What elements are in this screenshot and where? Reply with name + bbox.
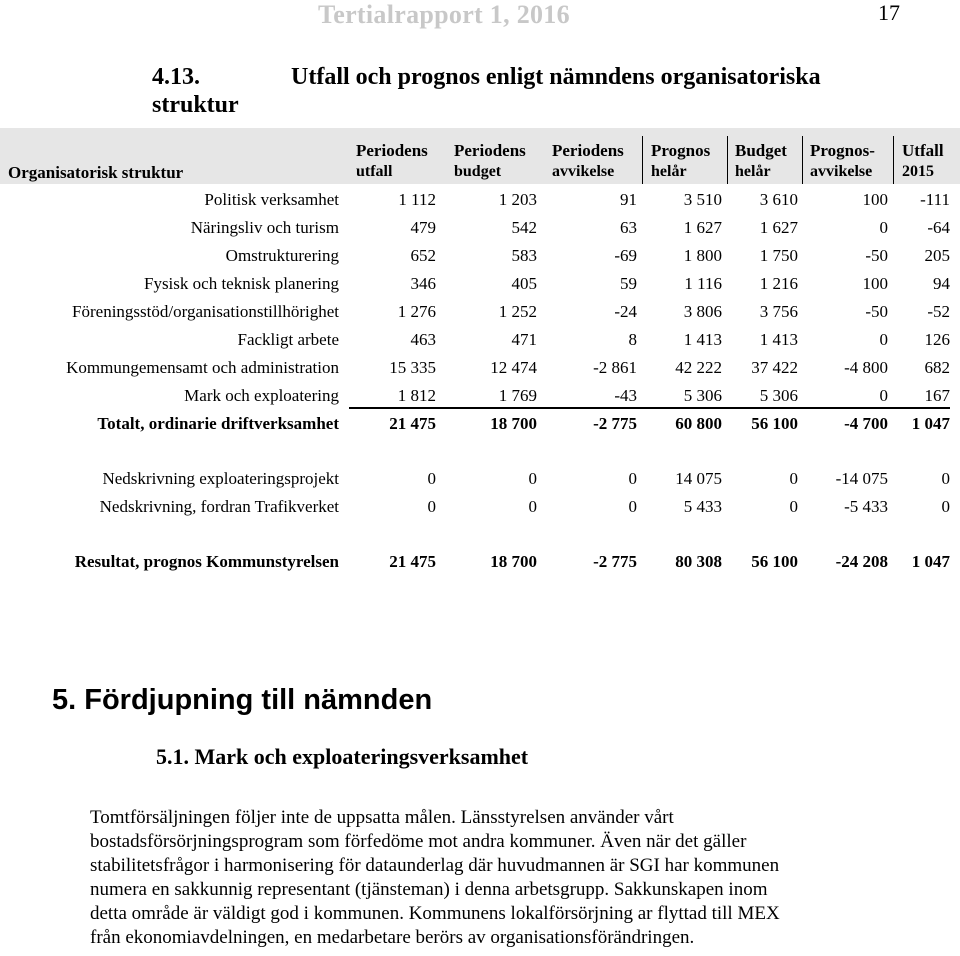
- table-cell: 1 413: [759, 330, 798, 349]
- table-cell: 14 075: [675, 469, 722, 488]
- table-cell: 3 806: [683, 302, 722, 321]
- column-header-periodens-utfall: Periodens utfall: [356, 141, 428, 180]
- table-cell: 0: [941, 469, 950, 488]
- table-cell: 56 100: [751, 552, 798, 571]
- table-cell: 5 306: [683, 386, 722, 405]
- column-header-organisation: Organisatorisk struktur: [8, 163, 184, 182]
- table-cell: -69: [614, 246, 637, 265]
- table-cell: -2 775: [593, 552, 637, 571]
- column-header-prognosavvikelse: Prognos- avvikelse: [810, 141, 875, 180]
- table-cell: 0: [427, 469, 436, 488]
- table-cell: 42 222: [675, 358, 722, 377]
- table-cell: 346: [410, 274, 436, 293]
- table-cell: 80 308: [675, 552, 722, 571]
- page-header-title: Tertialrapport 1, 2016: [318, 0, 570, 29]
- table-cell: 21 475: [389, 552, 436, 571]
- table-cell: 405: [511, 274, 537, 293]
- row-label: Omstrukturering: [225, 246, 339, 265]
- table-cell: 1 750: [759, 246, 798, 265]
- column-divider: [727, 136, 728, 184]
- paragraph-line: Tomtförsäljningen följer inte de uppsatta målen. Länsstyrelsen använder vårt: [90, 807, 674, 828]
- row-label: Fysisk och teknisk planering: [143, 274, 339, 293]
- table-cell: -64: [927, 218, 950, 237]
- table-cell: 1 047: [911, 414, 950, 433]
- paragraph-line: stabilitetsfrågor i harmonisering för dataunderlag där huvudmannen är SGI har kommunen: [90, 855, 780, 876]
- table-cell: -24: [614, 302, 637, 321]
- table-cell: 0: [528, 469, 537, 488]
- paragraph-line: detta område är väldigt god i kommunen. Kommunens lokalförsörjning ar flyttad till MEX: [90, 903, 780, 924]
- paragraph-line: från ekonomiavdelningen, en medarbetare berörs av organisationsförändringen.: [90, 927, 695, 948]
- table-cell: -111: [920, 190, 950, 209]
- table-cell: 1 627: [683, 218, 722, 237]
- table-cell: 1 627: [759, 218, 798, 237]
- table-cell: -50: [865, 302, 888, 321]
- table-cell: 471: [511, 330, 537, 349]
- section-number: 4.13.: [152, 64, 200, 90]
- subsection-heading: 5.1. Mark och exploateringsverksamhet: [156, 744, 529, 769]
- table-cell: -4 700: [844, 414, 888, 433]
- section-title-continued: struktur: [152, 92, 239, 118]
- row-label: Nedskrivning exploateringsprojekt: [102, 469, 339, 488]
- section-title: Utfall och prognos enligt nämndens organisatoriska: [291, 64, 821, 90]
- row-label: Politisk verksamhet: [204, 190, 339, 209]
- table-cell: 1 812: [397, 386, 436, 405]
- table-cell: 1 047: [911, 552, 950, 571]
- table-cell: 479: [410, 218, 436, 237]
- table-cell: 12 474: [490, 358, 537, 377]
- table-cell: 3 510: [683, 190, 722, 209]
- table-cell: 18 700: [490, 414, 537, 433]
- paragraph-line: numera en sakkunnig representant (tjänsteman) i denna arbetsgrupp. Sakkunskapen inom: [90, 879, 768, 900]
- column-header-prognos-helar: Prognos helår: [651, 141, 711, 180]
- table-cell: 1 413: [683, 330, 722, 349]
- row-label: Mark och exploatering: [184, 386, 339, 405]
- row-label: Fackligt arbete: [237, 330, 339, 349]
- table-cell: 0: [879, 386, 888, 405]
- table-cell: 205: [924, 246, 950, 265]
- table-cell: 583: [511, 246, 537, 265]
- table-cell: -52: [927, 302, 950, 321]
- table-cell: -5 433: [844, 497, 888, 516]
- table-cell: -14 075: [835, 469, 888, 488]
- table-cell: 1 769: [498, 386, 537, 405]
- table-cell: 37 422: [751, 358, 798, 377]
- table-cell: 126: [924, 330, 950, 349]
- table-cell: 0: [427, 497, 436, 516]
- table-cell: 63: [620, 218, 637, 237]
- table-cell: -4 800: [844, 358, 888, 377]
- column-header-utfall-2015: Utfall 2015: [902, 141, 944, 180]
- table-cell: -43: [614, 386, 637, 405]
- table-cell: 0: [941, 497, 950, 516]
- table-cell: 0: [628, 469, 637, 488]
- table-cell: -2 775: [593, 414, 637, 433]
- table-cell: 0: [528, 497, 537, 516]
- paragraph-line: bostadsförsörjningsprogram som förfedöme mot andra kommuner. Även när det gäller: [90, 831, 747, 852]
- table-cell: 91: [620, 190, 637, 209]
- table-cell: 0: [789, 497, 798, 516]
- table-cell: -2 861: [593, 358, 637, 377]
- table-cell: -24 208: [835, 552, 888, 571]
- table-cell: 8: [628, 330, 637, 349]
- table-cell: 60 800: [675, 414, 722, 433]
- total-rule: [349, 407, 950, 409]
- table-cell: 3 756: [759, 302, 798, 321]
- table-cell: -50: [865, 246, 888, 265]
- table-cell: 5 433: [683, 497, 722, 516]
- table-cell: 56 100: [751, 414, 798, 433]
- table-cell: 94: [933, 274, 950, 293]
- column-divider: [642, 136, 643, 184]
- chapter-heading: 5. Fördjupning till nämnden: [52, 684, 433, 716]
- table-cell: 59: [620, 274, 637, 293]
- table-cell: 542: [511, 218, 537, 237]
- table-cell: 100: [862, 190, 888, 209]
- page-number: 17: [878, 0, 900, 25]
- table-cell: 21 475: [389, 414, 436, 433]
- column-header-periodens-budget: Periodens budget: [454, 141, 526, 180]
- table-cell: 1 216: [759, 274, 798, 293]
- column-divider: [893, 136, 894, 184]
- body-paragraph: [90, 806, 950, 950]
- column-header-budget-helar: Budget helår: [735, 141, 787, 180]
- table-cell: 1 112: [398, 190, 436, 209]
- table-cell: 1 276: [397, 302, 436, 321]
- column-header-periodens-avvikelse: Periodens avvikelse: [552, 141, 624, 180]
- row-label: Näringsliv och turism: [190, 218, 339, 237]
- table-cell: 1 116: [684, 274, 722, 293]
- table-cell: 5 306: [759, 386, 798, 405]
- table-cell: 3 610: [759, 190, 798, 209]
- table-cell: 463: [410, 330, 436, 349]
- table-cell: 682: [924, 358, 950, 377]
- table-cell: 100: [862, 274, 888, 293]
- row-label: Resultat, prognos Kommunstyrelsen: [74, 552, 339, 571]
- table-cell: 0: [789, 469, 798, 488]
- column-divider: [802, 136, 803, 184]
- row-label: Föreningsstöd/organisationstillhörighet: [72, 302, 339, 321]
- table-cell: 15 335: [389, 358, 436, 377]
- table-cell: 652: [410, 246, 436, 265]
- table-cell: 167: [924, 386, 950, 405]
- table-cell: 1 252: [498, 302, 537, 321]
- row-label: Totalt, ordinarie driftverksamhet: [97, 414, 339, 433]
- table-cell: 1 203: [498, 190, 537, 209]
- row-label: Nedskrivning, fordran Trafikverket: [99, 497, 339, 516]
- table-cell: 1 800: [683, 246, 722, 265]
- row-label: Kommungemensamt och administration: [66, 358, 339, 377]
- table-cell: 0: [628, 497, 637, 516]
- table-cell: 0: [879, 330, 888, 349]
- table-cell: 0: [879, 218, 888, 237]
- table-cell: 18 700: [490, 552, 537, 571]
